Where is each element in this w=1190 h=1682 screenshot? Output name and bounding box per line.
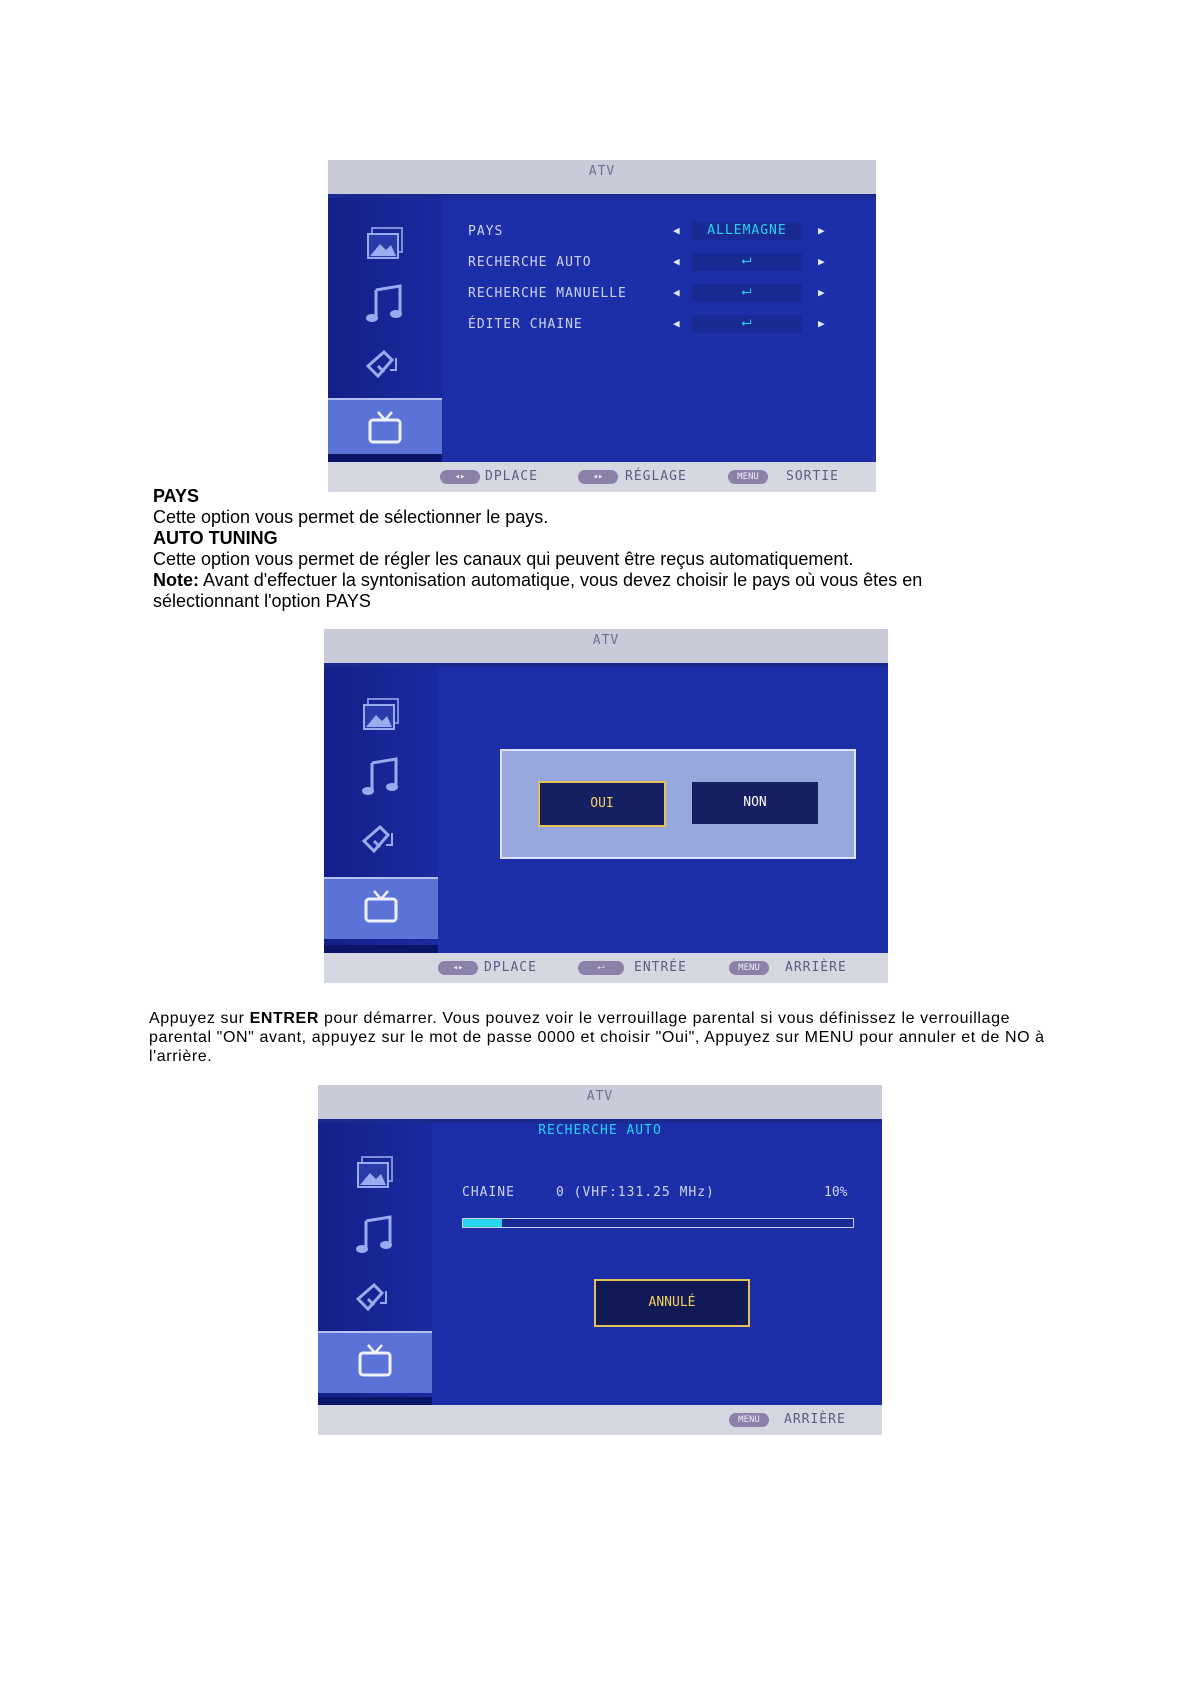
- pays-description: Cette option vous permet de sélectionner le pays.: [153, 507, 549, 527]
- screen-title: ATV: [318, 1085, 882, 1123]
- channel-frequency: 0 (VHF:131.25 MHz): [556, 1185, 715, 1200]
- key-menu-badge: MENU: [729, 1413, 769, 1427]
- progress-fill: [463, 1219, 502, 1227]
- footer-label-dplace: DPLACE: [485, 469, 538, 484]
- screen-title: ATV: [328, 160, 876, 198]
- yes-button[interactable]: OUI: [538, 781, 666, 827]
- menu-item-editer-chaine[interactable]: ÉDITER CHAINE: [468, 317, 583, 332]
- footer-label-arriere: ARRIÈRE: [784, 1412, 846, 1427]
- setup-icon[interactable]: [340, 1269, 410, 1325]
- music-icon[interactable]: [350, 276, 420, 332]
- key-enter-badge: ⮠: [578, 961, 624, 975]
- pays-value[interactable]: ALLEMAGNE: [692, 222, 802, 240]
- arrow-right-icon[interactable]: ▶: [818, 286, 825, 299]
- music-icon[interactable]: [346, 749, 416, 805]
- auto-search-title: RECHERCHE AUTO: [538, 1123, 662, 1138]
- tv-icon[interactable]: [350, 400, 420, 456]
- key-move-badge: ◂▸: [440, 470, 480, 484]
- key-menu-badge: MENU: [728, 470, 768, 484]
- auto-tuning-description: Cette option vous permet de régler les canaux qui peuvent être reçus automatiquement.: [153, 549, 854, 569]
- footer-label-arriere: ARRIÈRE: [785, 960, 847, 975]
- tv-icon[interactable]: [346, 879, 416, 935]
- footer-label-sortie: SORTIE: [786, 469, 839, 484]
- osd-screen-confirm-dialog: [324, 629, 888, 983]
- heading-auto-tuning: AUTO TUNING: [153, 528, 278, 548]
- progress-percent: 10%: [824, 1185, 848, 1200]
- arrow-right-icon[interactable]: ▶: [818, 224, 825, 237]
- picture-icon[interactable]: [350, 216, 420, 272]
- key-menu-badge: MENU: [729, 961, 769, 975]
- sidebar: [328, 198, 442, 462]
- footer-label-entree: ENTRÉE: [634, 960, 687, 975]
- arrow-left-icon[interactable]: ◀: [673, 224, 680, 237]
- music-icon[interactable]: [340, 1207, 410, 1263]
- key-adjust-badge: ◂▸: [578, 470, 618, 484]
- menu-item-recherche-manuelle[interactable]: RECHERCHE MANUELLE: [468, 286, 627, 301]
- heading-pays: PAYS: [153, 486, 200, 506]
- arrow-left-icon[interactable]: ◀: [673, 317, 680, 330]
- arrow-left-icon[interactable]: ◀: [673, 286, 680, 299]
- arrow-right-icon[interactable]: ▶: [818, 255, 825, 268]
- setup-icon[interactable]: [346, 811, 416, 867]
- screen-title: ATV: [324, 629, 888, 667]
- picture-icon[interactable]: [340, 1145, 410, 1201]
- no-button[interactable]: NON: [692, 782, 818, 824]
- arrow-left-icon[interactable]: ◀: [673, 255, 680, 268]
- enter-icon[interactable]: ⮠: [692, 315, 802, 333]
- footer-bar: [318, 1405, 882, 1435]
- footer-bar: [324, 953, 888, 983]
- arrow-right-icon[interactable]: ▶: [818, 317, 825, 330]
- enter-icon[interactable]: ⮠: [692, 284, 802, 302]
- sidebar: [324, 667, 438, 953]
- menu-item-recherche-auto[interactable]: RECHERCHE AUTO: [468, 255, 592, 270]
- sidebar: [318, 1123, 432, 1405]
- section-pays: [153, 486, 1033, 612]
- cancel-button[interactable]: ANNULÉ: [594, 1279, 750, 1327]
- tv-icon[interactable]: [340, 1333, 410, 1389]
- channel-label: CHAINE: [462, 1185, 515, 1200]
- enter-icon[interactable]: ⮠: [692, 253, 802, 271]
- footer-label-dplace: DPLACE: [484, 960, 537, 975]
- instruction-paragraph: Appuyez sur ENTRER pour démarrer. Vous pouvez voir le verrouillage parental si vous définissez le verrouillage parental "ON" avant, appuyez sur le mot de passe 0000 et choisir "Oui", Appuyez sur MENU pour annuler et de NO à l'arrière.: [149, 1010, 1045, 1065]
- menu-item-pays[interactable]: PAYS: [468, 224, 504, 239]
- confirm-dialog: [500, 749, 856, 859]
- key-move-badge: ◂▸: [438, 961, 478, 975]
- progress-track: [462, 1218, 854, 1228]
- footer-label-reglage: RÉGLAGE: [625, 469, 687, 484]
- setup-icon[interactable]: [350, 336, 420, 392]
- picture-icon[interactable]: [346, 687, 416, 743]
- osd-screen-main-menu: [328, 160, 876, 492]
- note-paragraph: Note: Avant d'effectuer la syntonisation automatique, vous devez choisir le pays où vous êtes en sélectionnant l'option PAYS: [153, 570, 923, 611]
- osd-screen-auto-search: [318, 1085, 882, 1435]
